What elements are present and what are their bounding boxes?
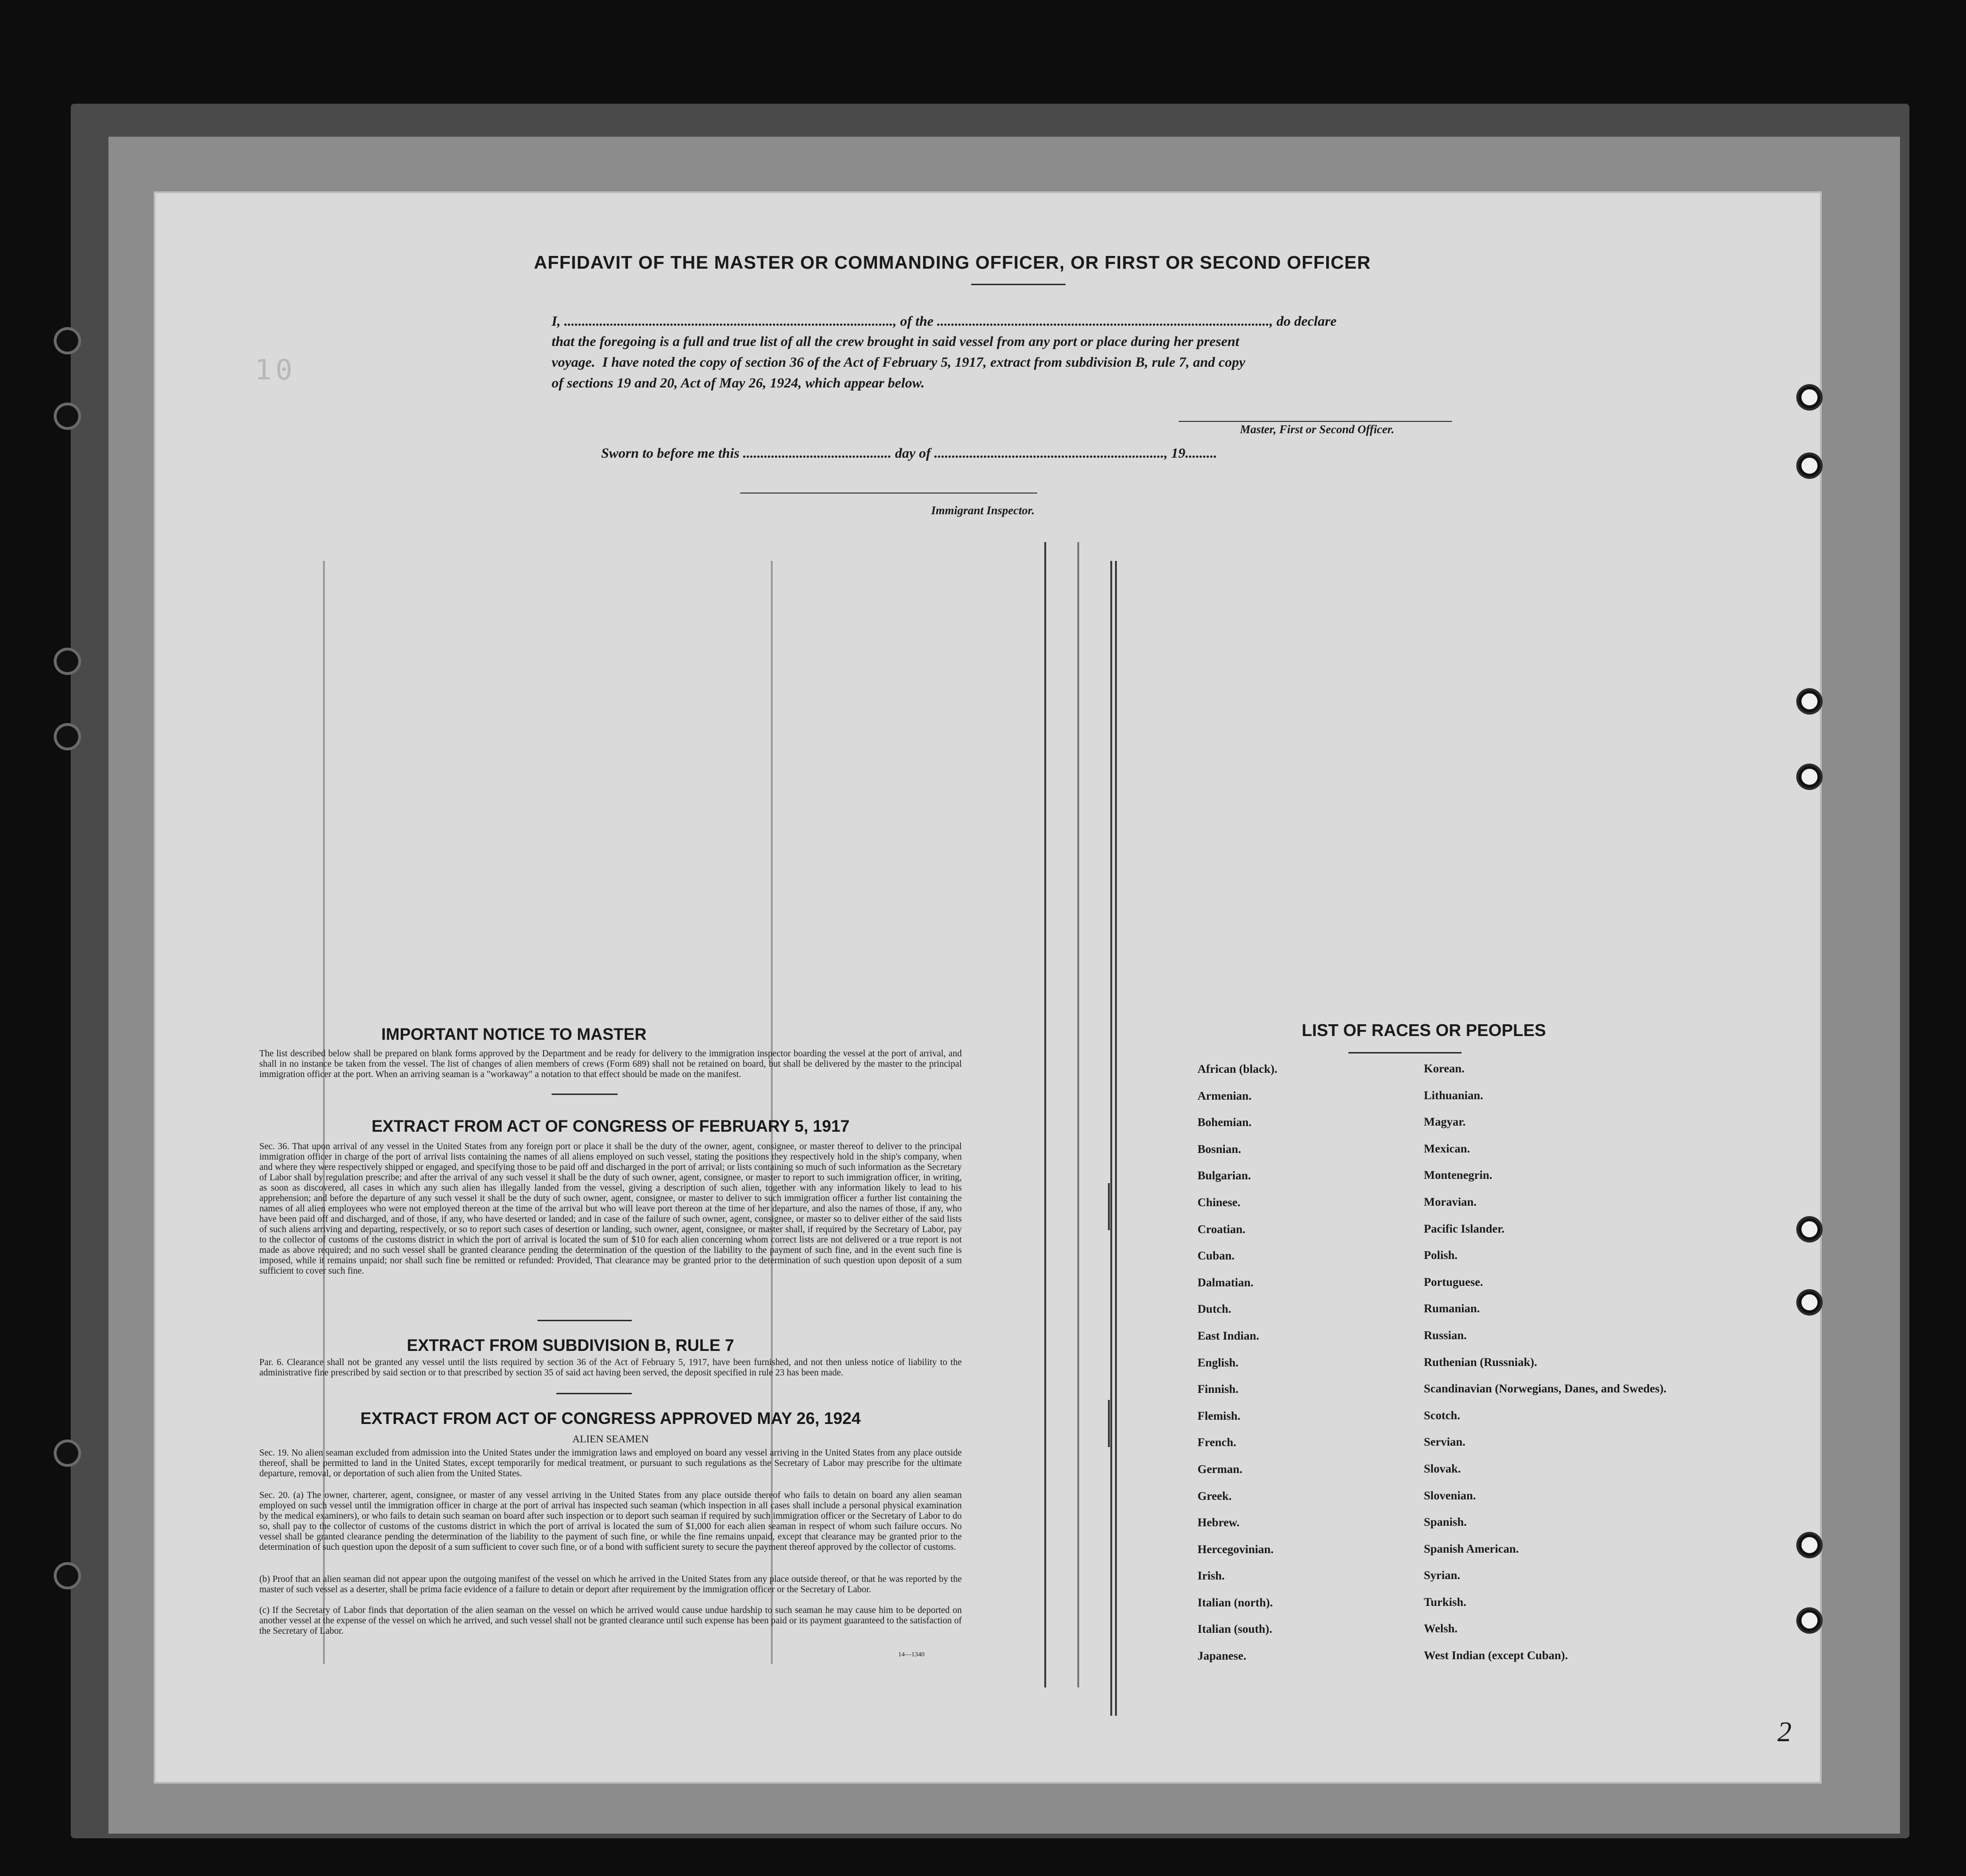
race-row [1198, 1303, 1726, 1330]
punch-hole [1799, 766, 1820, 788]
signature-caption: Master, First or Second Officer. [1240, 423, 1395, 436]
punch-hole [1799, 387, 1820, 408]
race-right-item: Syrian. [1424, 1569, 1461, 1582]
notice-title: IMPORTANT NOTICE TO MASTER [381, 1025, 647, 1044]
extract-1924-sec20a: Sec. 20. (a) The owner, charterer, agent, consignee, or master of any vessel arriving in the United States from any place outside thereof who fails to detain on board any alien seaman employed on such vessel until the immigration officer in charge at the port of arrival has inspected such seaman (which inspection in all cases shall include a personal physical examination by the medical examiners), or who fails to detain such seaman on board after such inspection or to deport such seaman if required by such immigration officer or the Secretary of Labor to do so, shall pay to the collector of customs of the customs district in which the port of arrival is located the sum of $1,000 for each alien seaman in respect of whom such failure occurs. No vessel shall be granted clearance pending the determination of the liability to the payment of such fine, or while the fine remains unpaid, except that clearance may be granted prior to the determination of such question upon the deposit of a sum sufficient to cover such fine, or of a bond with sufficient surety to secure the payment thereof approved by the collector of customs. [259, 1490, 962, 1552]
form-number: 14—1340 [898, 1651, 925, 1658]
race-right-item: Polish. [1424, 1249, 1458, 1262]
race-right-item: Moravian. [1424, 1195, 1477, 1209]
race-right-item: Ruthenian (Russniak). [1424, 1356, 1537, 1369]
race-left-item: Japanese. [1198, 1650, 1247, 1663]
extract-1917-title: EXTRACT FROM ACT OF CONGRESS OF FEBRUARY 5, 1917 [372, 1117, 850, 1135]
page-mark: 2 [1777, 1716, 1792, 1747]
race-left-item: English. [1198, 1356, 1239, 1369]
race-row [1198, 1330, 1726, 1357]
race-left-item: Flemish. [1198, 1409, 1240, 1423]
race-row [1198, 1516, 1726, 1543]
race-left-item: Cuban. [1198, 1250, 1235, 1263]
signature-line [1179, 421, 1452, 422]
punch-hole [1799, 1218, 1820, 1240]
sworn-line: Sworn to before me this .......................................... day of ................................................................., 19......... [601, 445, 1217, 461]
extract-1924-sec19: Sec. 19. No alien seaman excluded from admission into the United States under the immigration laws and employed on board any vessel arriving in the United States from any place outside thereof, shall be permitted to land in the United States, except temporarily for medical treatment, or pursuant to such regulations as the Secretary of Labor may prescribe for the ultimate departure, removal, or deportation of such alien from the United States. [259, 1448, 962, 1479]
races-list [1198, 1063, 1726, 1677]
race-row [1198, 1623, 1726, 1650]
table-column-rule [1044, 542, 1046, 1687]
race-left-item: Greek. [1198, 1489, 1232, 1503]
punch-hole [1799, 691, 1820, 712]
affidavit-line-2: that the foregoing is a full and true list of all the crew brought in said vessel from any port or place during her present [552, 334, 1239, 349]
extract-rule7-text: Par. 6. Clearance shall not be granted any vessel until the lists required by section 36 of the Act of February 5, 1917, have been furnished, and not then unless notice of liability to the administrative fine prescribed by said section or to that prescribed by section 35 of said act having been served, the deposit specified in rule 23 has been made. [259, 1358, 962, 1378]
race-row [1198, 1570, 1726, 1596]
extract-1924-sec20c: (c) If the Secretary of Labor finds that deportation of the alien seaman on the vessel on which he arrived would cause undue hardship to such seaman he may cause him to be deported on another vessel at the expense of the vessel on which he arrived, and such vessel shall not be granted clearance until such expense has been paid or its payment guaranteed to the satisfaction of the Secretary of Labor. [259, 1605, 962, 1636]
inspector-caption: Immigrant Inspector. [931, 504, 1035, 517]
race-right-item: Welsh. [1424, 1622, 1458, 1636]
race-row [1198, 1490, 1726, 1517]
race-right-item: Scotch. [1424, 1409, 1461, 1422]
race-right-item: Servian. [1424, 1436, 1466, 1449]
section-divider [537, 1320, 632, 1321]
race-left-item: German. [1198, 1463, 1243, 1476]
race-row [1198, 1410, 1726, 1437]
race-row [1198, 1596, 1726, 1623]
binder-hole [57, 330, 78, 352]
race-right-item: Turkish. [1424, 1596, 1467, 1609]
race-right-item: Rumanian. [1424, 1302, 1480, 1316]
race-left-item: African (black). [1198, 1063, 1278, 1076]
binder-hole [57, 650, 78, 672]
binder-hole [57, 1565, 78, 1587]
punch-hole [1799, 1610, 1820, 1631]
race-row [1198, 1543, 1726, 1570]
race-row [1198, 1063, 1726, 1090]
affidavit-line-1: I, ............................................................................................., of the .............................................................................................., do declare [552, 313, 1337, 329]
race-right-item: Slovak. [1424, 1462, 1461, 1475]
race-row [1198, 1143, 1726, 1170]
extract-1924-title: EXTRACT FROM ACT OF CONGRESS APPROVED MAY 26, 1924 [360, 1409, 861, 1428]
table-column-rule [1110, 561, 1112, 1716]
race-right-item: Magyar. [1424, 1116, 1466, 1129]
binder-hole [57, 1442, 78, 1464]
table-column-rule [1077, 542, 1079, 1687]
extract-1924-subtitle: ALIEN SEAMEN [572, 1433, 649, 1445]
punch-hole [1799, 455, 1820, 477]
title-underline [971, 284, 1066, 285]
race-row [1198, 1196, 1726, 1223]
race-left-item: Armenian. [1198, 1089, 1252, 1103]
race-right-item: Mexican. [1424, 1142, 1470, 1155]
race-left-item: Italian (south). [1198, 1623, 1272, 1636]
table-column-rule [1115, 561, 1117, 1716]
race-right-item: Slovenian. [1424, 1489, 1476, 1502]
race-left-item: Dutch. [1198, 1303, 1231, 1316]
race-left-item: Italian (north). [1198, 1596, 1273, 1609]
race-right-item: Lithuanian. [1424, 1089, 1483, 1102]
race-right-item: Russian. [1424, 1329, 1467, 1342]
race-left-item: Bulgarian. [1198, 1169, 1251, 1183]
affidavit-title: AFFIDAVIT OF THE MASTER OR COMMANDING OFFICER, OR FIRST OR SECOND OFFICER [534, 253, 1371, 273]
race-right-item: Korean. [1424, 1062, 1465, 1075]
race-row [1198, 1169, 1726, 1196]
race-right-item: West Indian (except Cuban). [1424, 1649, 1568, 1662]
punch-hole [1799, 1292, 1820, 1313]
race-row [1198, 1223, 1726, 1250]
race-right-item: Montenegrin. [1424, 1169, 1493, 1182]
extract-1924-sec20b: (b) Proof that an alien seaman did not appear upon the outgoing manifest of the vessel on which he arrived in the United States from any place outside thereof, or that he was reported by the master of such vessel as a deserter, shall be prima facie evidence of a failure to detain or deport after requirement by the immigration officer or the Secretary of Labor. [259, 1574, 962, 1595]
race-row [1198, 1276, 1726, 1303]
binder-hole [57, 405, 78, 427]
race-left-item: Hercegovinian. [1198, 1543, 1274, 1556]
race-row [1198, 1463, 1726, 1490]
inspector-signature-line [740, 493, 1037, 494]
race-left-item: Hebrew. [1198, 1516, 1240, 1530]
race-row [1198, 1650, 1726, 1677]
race-row [1198, 1090, 1726, 1117]
table-column-rule [1108, 1400, 1110, 1447]
affidavit-line-4: of sections 19 and 20, Act of May 26, 1924, which appear below. [552, 375, 925, 391]
race-right-item: Scandinavian (Norwegians, Danes, and Swedes). [1424, 1382, 1667, 1396]
section-divider [556, 1393, 632, 1394]
race-left-item: Finnish. [1198, 1383, 1239, 1396]
race-left-item: Croatian. [1198, 1223, 1246, 1236]
race-left-item: East Indian. [1198, 1329, 1259, 1342]
race-left-item: Bosnian. [1198, 1143, 1241, 1156]
race-row [1198, 1357, 1726, 1383]
race-left-item: Bohemian. [1198, 1116, 1252, 1129]
race-left-item: Chinese. [1198, 1196, 1240, 1209]
race-right-item: Spanish. [1424, 1516, 1467, 1529]
extract-1917-text: Sec. 36. That upon arrival of any vessel in the United States from any foreign port or place it shall be the duty of the owner, agent, consignee, or master thereof to deliver to the principal immigration officer in charge of the port of arrival lists containing the names of all aliens employed on such vessel, stating the positions they respectively hold in the ship's company, when and where they were respectively shipped or engaged, and specifying those to be paid off and discharged in the port of arrival; or lists containing so much of such information as the Secretary of Labor shall by regulation prescribe; and after the arrival of any such vessel it shall be the duty of such owner, agent, consignee, or master to report to such immigration officer, in writing, as soon as discovered, all cases in which any such alien has illegally landed from the vessel, giving a description of such alien, together with any information likely to lead to his apprehension; and before the departure of any such vessel it shall be the duty of such owner, agent, consignee, or master to deliver to such immigration officer a further list containing the names of all alien employees who were not employed thereon at the time of the arrival but who will leave port thereon at the time of her departure, and also the names of those, if any, who have been paid off and discharged, and of those, if any, who have deserted or landed; and in case of the failure of such owner, agent, consignee, or master so to deliver either of the said lists of such aliens arriving and departing, respectively, or so to report such cases of desertion or landing, such owner, agent, consignee, or master shall, if required by the Secretary of Labor, pay to the collector of customs of the customs district in which the port of arrival is located the sum of $10 for each alien concerning whom correct lists are not delivered or a true report is not made as above required; and no such vessel shall be granted clearance pending the determination of the question of the liability to the payment of such fine, and in the event such fine is imposed, while it remains unpaid; nor shall such fine be remitted or refunded: Provided, That clearance may be granted prior to the determination of such question upon deposit of a sum sufficient to cover such fine. [259, 1142, 962, 1276]
races-title: LIST OF RACES OR PEOPLES [1301, 1020, 1546, 1040]
race-right-item: Portuguese. [1424, 1275, 1483, 1289]
extract-rule7-title: EXTRACT FROM SUBDIVISION B, RULE 7 [406, 1336, 735, 1355]
race-row [1198, 1436, 1726, 1463]
race-row [1198, 1116, 1726, 1143]
bleed-through-text: 10 [255, 354, 297, 387]
race-right-item: Spanish American. [1424, 1542, 1519, 1555]
race-left-item: Dalmatian. [1198, 1276, 1254, 1289]
punch-hole [1799, 1534, 1820, 1556]
notice-text: The list described below shall be prepared on blank forms approved by the Department and be ready for delivery to the immigration inspector boarding the vessel at the port of arrival, and shall in no instance be taken from the vessel. The list of changes of alien members of crews (Form 689) shall not be retained on board, but shall be delivered by the master to the principal immigration officer at the port. When an arriving seaman is a "workaway" a notation to that effect should be made on the manifest. [259, 1049, 962, 1079]
race-left-item: French. [1198, 1436, 1237, 1449]
races-underline [1348, 1052, 1462, 1053]
race-row [1198, 1383, 1726, 1410]
race-row [1198, 1250, 1726, 1276]
table-column-rule [1108, 1183, 1110, 1230]
race-right-item: Pacific Islander. [1424, 1222, 1505, 1235]
race-left-item: Irish. [1198, 1570, 1225, 1583]
section-divider [552, 1094, 618, 1095]
affidavit-line-3: voyage. I have noted the copy of section 36 of the Act of February 5, 1917, extract from subdivision B, rule 7, and copy [552, 354, 1246, 370]
binder-hole [57, 726, 78, 748]
